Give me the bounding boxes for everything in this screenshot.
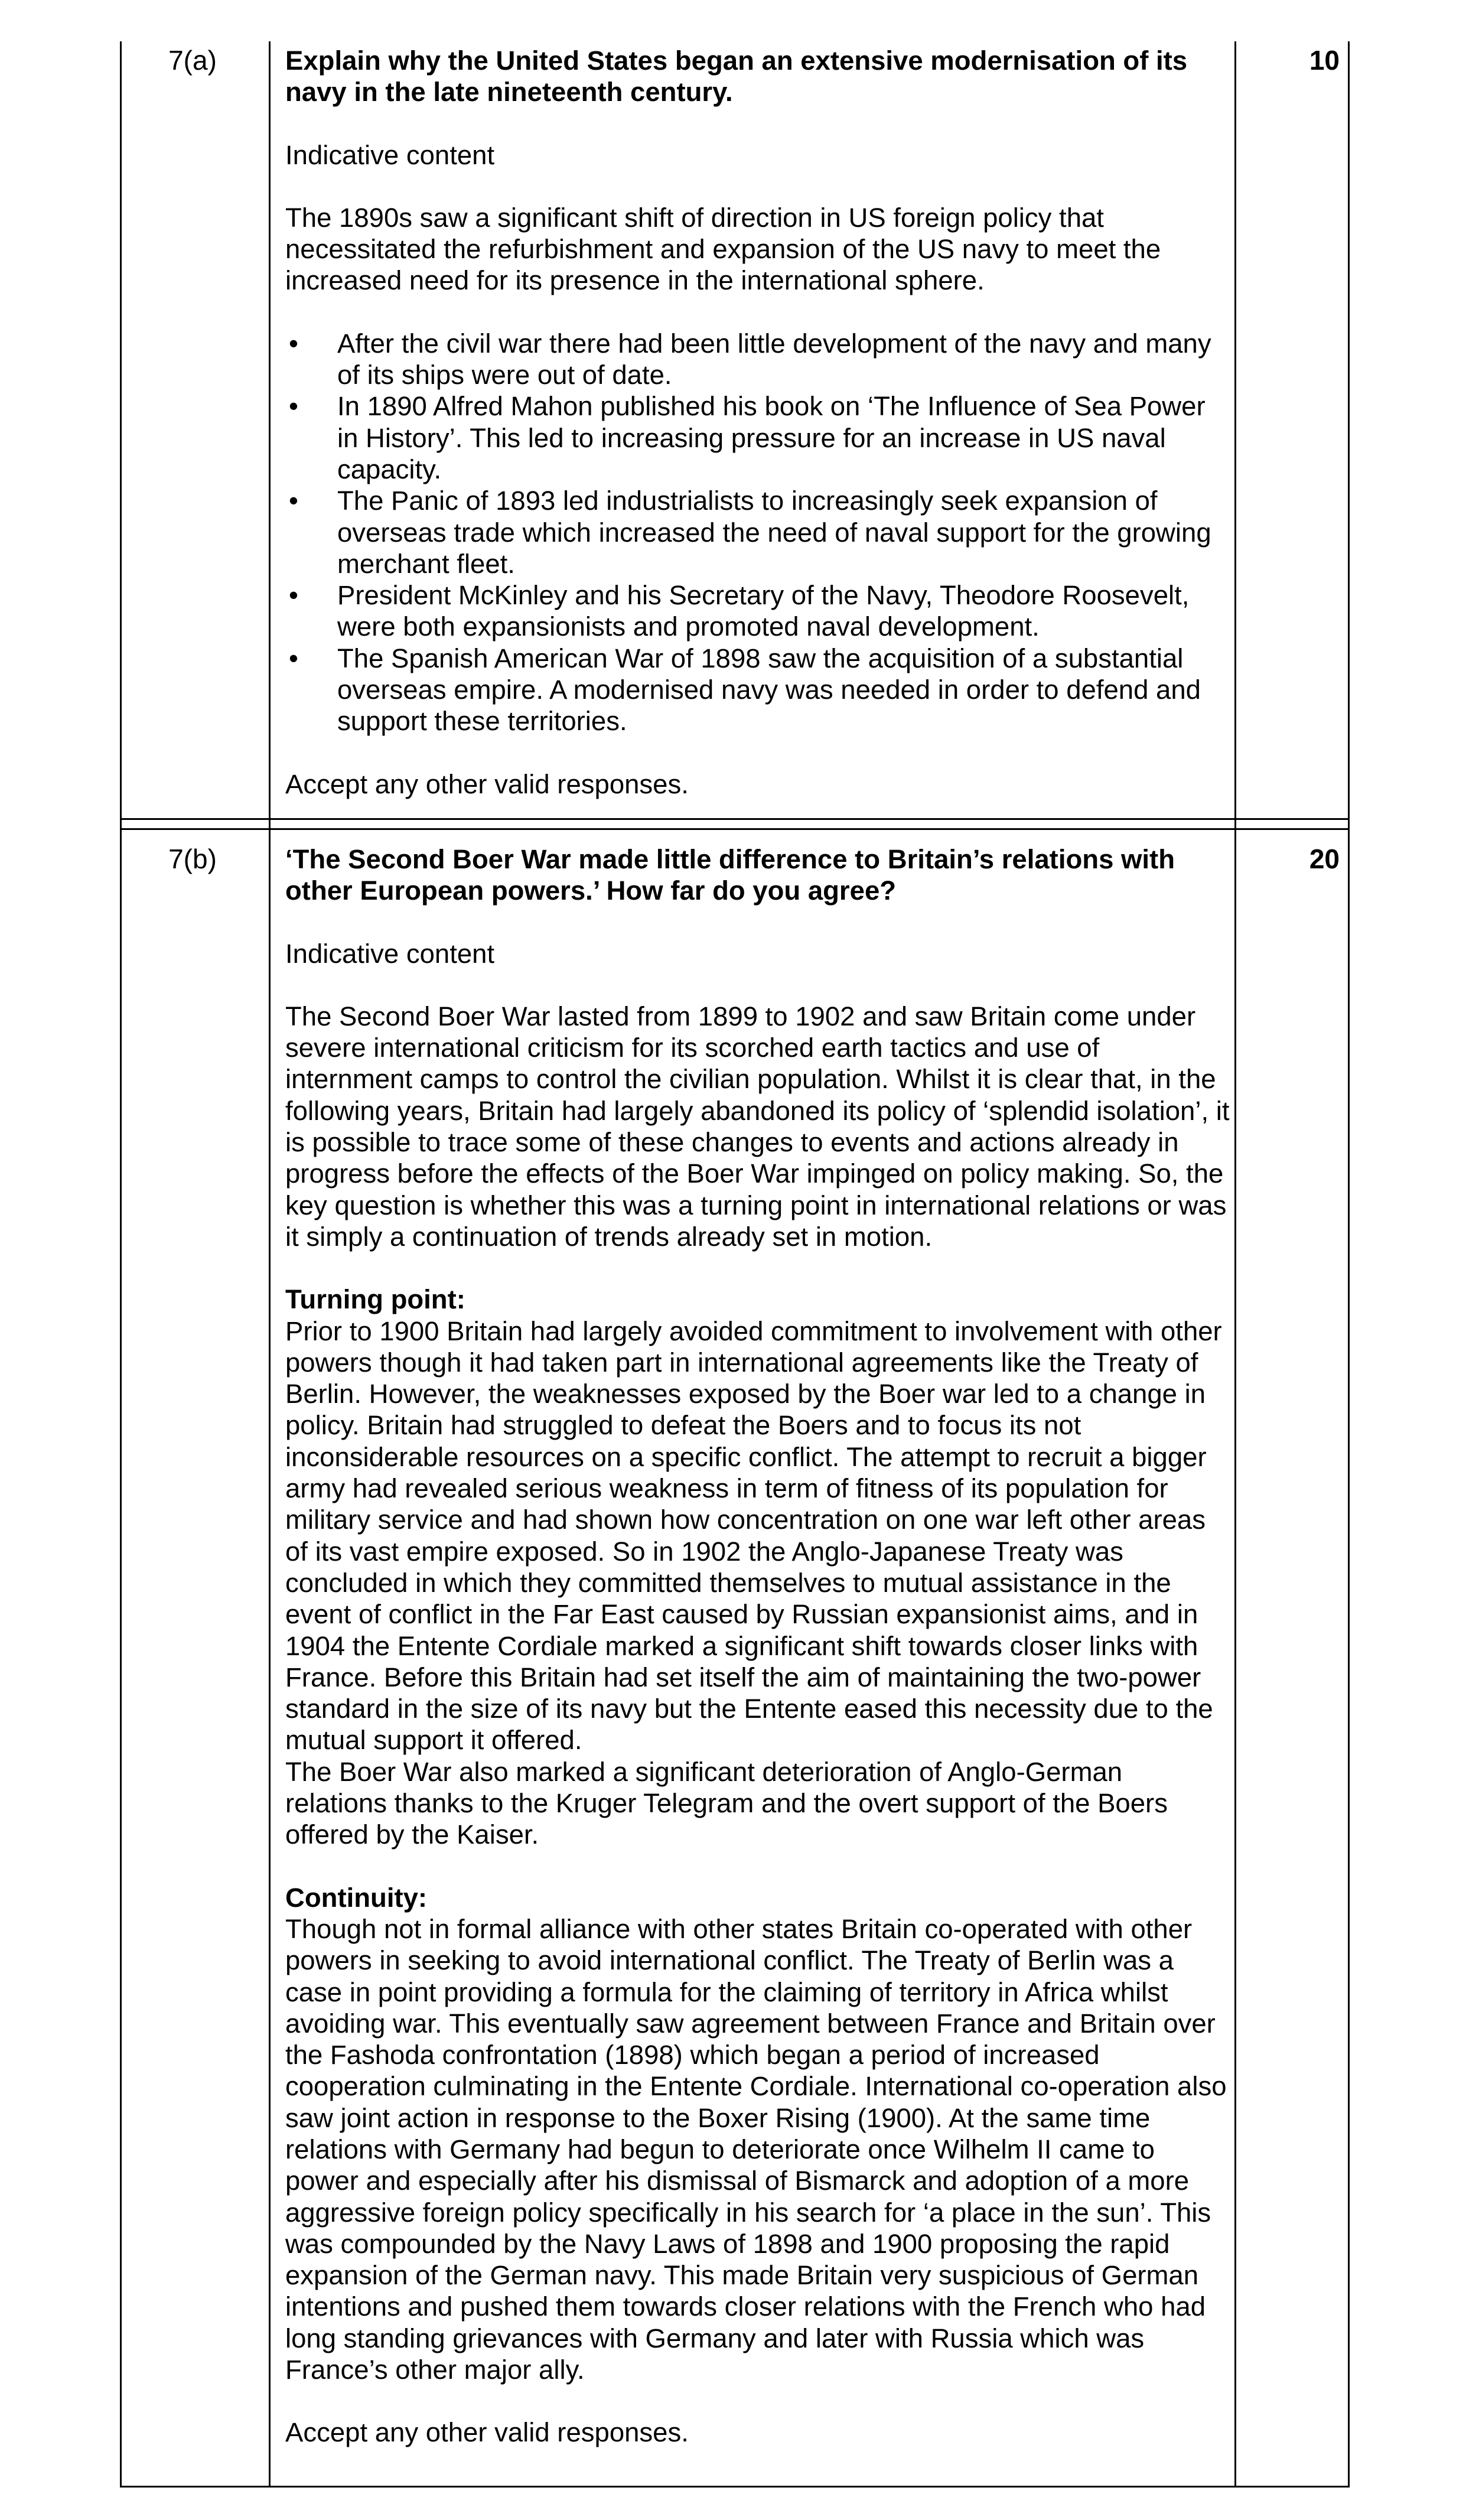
- bullet-list: [285, 328, 1230, 737]
- question-text: Explain why the United States began an extensive modernisation of its navy in the late nineteenth century.: [285, 45, 1188, 108]
- list-item: [285, 643, 1230, 737]
- list-item: [285, 579, 1230, 643]
- table-border-bottom: [120, 2486, 1350, 2488]
- question-number: 7(a): [168, 45, 217, 76]
- list-item-text: The Panic of 1893 led industrialists to increasingly seek expansion of overseas trade which increased the need of naval support for the growing merchant fleet.: [337, 486, 1211, 579]
- list-item-text: The Spanish American War of 1898 saw the acquisition of a substantial overseas empire. A modernised navy was needed in order to defend and support these territories.: [337, 643, 1201, 737]
- answer-guidance: [285, 844, 1230, 2449]
- turning-point-heading: Turning point:: [285, 1284, 465, 1315]
- list-item: [285, 485, 1230, 579]
- row-separator-top: [120, 818, 1350, 820]
- list-item: [285, 390, 1230, 485]
- closing-note: Accept any other valid responses.: [285, 2417, 689, 2448]
- list-item: [285, 328, 1230, 391]
- answer-guidance: [285, 45, 1230, 800]
- list-item-text: President McKinley and his Secretary of the Navy, Theodore Roosevelt, were both expansionists and promoted naval development.: [337, 580, 1190, 642]
- list-item-text: After the civil war there had been little development of the navy and many of its ships were out of date.: [337, 328, 1211, 390]
- indicative-content-heading: Indicative content: [285, 938, 495, 969]
- closing-note: Accept any other valid responses.: [285, 769, 689, 799]
- continuity-paragraph: Though not in formal alliance with other states Britain co-operated with other powers in seeking to avoid international conflict. The Treaty of Berlin was a case in point providing a formula for the claiming of territory in Africa whilst avoiding war. This eventually saw agreement between France and Britain over the Fashoda confrontation (1898) which began a period of increased cooperation culminating in the Entente Cordiale. International co-operation also saw joint action in response to the Boxer Rising (1900). At the same time relations with Germany had begun to deteriorate once Wilhelm II came to power and especially after his dismissal of Bismarck and adoption of a more aggressive foreign policy specifically in his search for ‘a place in the sun’. This was compounded by the Navy Laws of 1898 and 1900 proposing the rapid expansion of the German navy. This made Britain very suspicious of German intentions and pushed them towards closer relations with the French who had long standing grievances with Germany and later with Russia which was France’s other major ally.: [285, 1913, 1227, 2385]
- bullet-icon: •: [289, 580, 298, 611]
- list-item-text: In 1890 Alfred Mahon published his book on ‘The Influence of Sea Power in History’. This led to increasing pressure for an increase in US naval capacity.: [337, 391, 1206, 484]
- table-divider-marks-column: [1234, 41, 1236, 2487]
- marks-value: 10: [1309, 45, 1340, 76]
- intro-paragraph: The 1890s saw a significant shift of direction in US foreign policy that necessitated the refurbishment and expansion of the US navy to meet the increased need for its presence in the international sphere.: [285, 202, 1161, 296]
- bullet-icon: •: [289, 391, 298, 422]
- intro-paragraph: The Second Boer War lasted from 1899 to 1902 and saw Britain come under severe international criticism for its scorched earth tactics and use of internment camps to control the civilian population. Whilst it is clear that, in the following years, Britain had largely abandoned its policy of ‘splendid isolation’, it is possible to trace some of these changes to events and actions already in progress before the effects of the Boer War impinged on policy making. So, the key question is whether this was a turning point in international relations or was it simply a continuation of trends already set in motion.: [285, 1001, 1230, 1252]
- row-separator-bottom: [120, 828, 1350, 830]
- bullet-icon: •: [289, 486, 298, 516]
- question-number: 7(b): [168, 844, 217, 874]
- indicative-content-heading: Indicative content: [285, 139, 495, 170]
- table-border-right: [1348, 41, 1350, 2487]
- continuity-heading: Continuity:: [285, 1882, 428, 1913]
- table-divider-question-column: [269, 41, 271, 2487]
- turning-point-paragraph-2: The Boer War also marked a significant deterioration of Anglo-German relations thanks to the Kruger Telegram and the overt support of the Boers offered by the Kaiser.: [285, 1756, 1168, 1850]
- table-border-left: [120, 41, 122, 2487]
- turning-point-paragraph: Prior to 1900 Britain had largely avoided commitment to involvement with other powers though it had taken part in international agreements like the Treaty of Berlin. However, the weaknesses exposed by the Boer war led to a change in policy. Britain had struggled to defeat the Boers and to focus its not inconsiderable resources on a specific conflict. The attempt to recruit a bigger army had revealed serious weakness in term of fitness of its population for military service and had shown how concentration on one war left other areas of its vast empire exposed. So in 1902 the Anglo-Japanese Treaty was concluded in which they committed themselves to mutual assistance in the event of conflict in the Far East caused by Russian expansionist aims, and in 1904 the Entente Cordiale marked a significant shift towards closer links with France. Before this Britain had set itself the aim of maintaining the two-power standard in the size of its navy but the Entente eased this necessity due to the mutual support it offered.: [285, 1316, 1222, 1756]
- bullet-icon: •: [289, 643, 298, 673]
- marks-value: 20: [1309, 844, 1340, 874]
- bullet-icon: •: [289, 328, 298, 359]
- question-text: ‘The Second Boer War made little difference to Britain’s relations with other European powers.’ How far do you agree?: [285, 844, 1175, 906]
